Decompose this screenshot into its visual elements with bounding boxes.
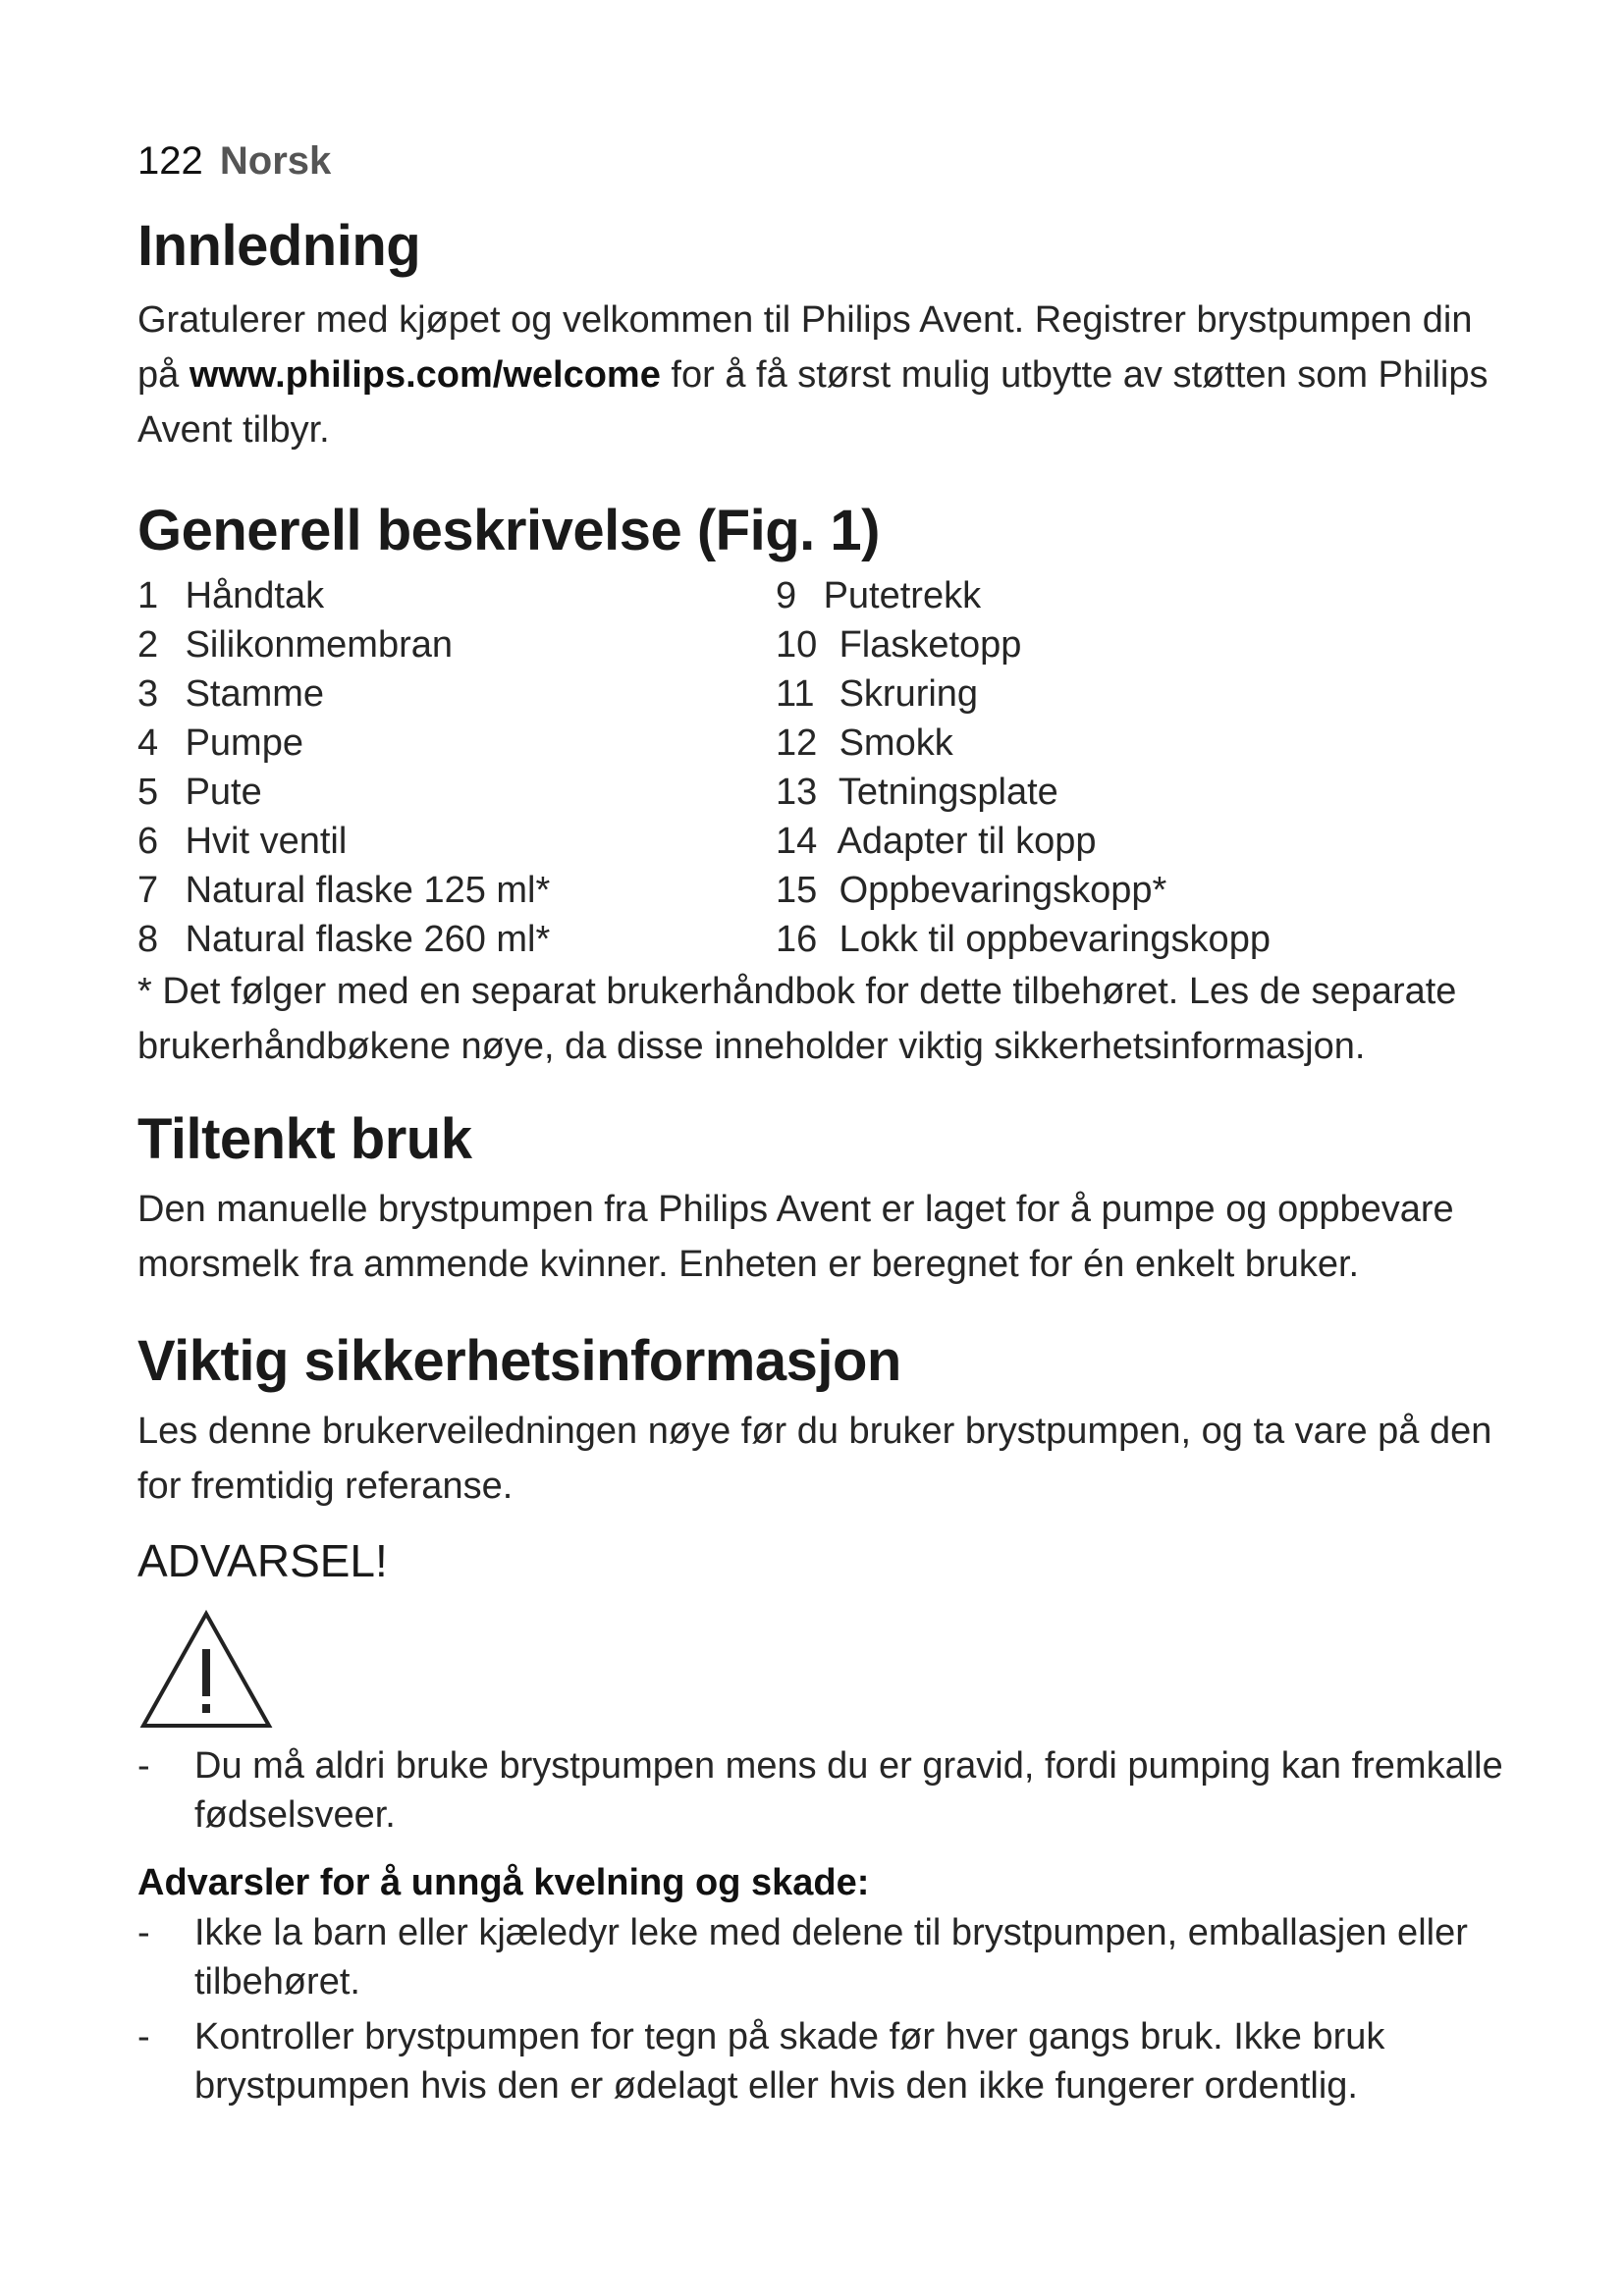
bullet-dash: - <box>137 1745 150 1787</box>
bullet-dash: - <box>137 1912 150 1953</box>
part-item: 8 Natural flaske 260 ml* <box>137 919 551 960</box>
part-item: 4 Pumpe <box>137 722 303 764</box>
part-item: 14 Adapter til kopp <box>776 821 1097 862</box>
list-item: - Du må aldri bruke brystpumpen mens du er gravid, fordi pumping kan fremkalle fødselsveer. <box>137 1741 1512 1840</box>
safety-heading: Viktig sikkerhetsinformasjon <box>137 1329 901 1393</box>
list-item: - Kontroller brystpumpen for tegn på skade før hver gangs bruk. Ikke bruk brystpumpen hvis den er ødelagt eller hvis den ikke fungerer ordentlig. <box>137 2012 1512 2110</box>
parts-list <box>137 571 1512 964</box>
part-item: 7 Natural flaske 125 ml* <box>137 870 551 911</box>
warning-list <box>137 1741 1512 1840</box>
warning-title: ADVARSEL! <box>137 1535 388 1586</box>
part-item: 16 Lokk til oppbevaringskopp <box>776 919 1271 960</box>
part-item: 10 Flasketopp <box>776 624 1022 666</box>
choking-warning-heading: Advarsler for å unngå kvelning og skade: <box>137 1862 870 1903</box>
part-item: 11 Skruring <box>776 673 979 715</box>
intro-text-after: for å få størst mulig utbytte av støtten som Philips Avent tilbyr. <box>137 354 1489 451</box>
safety-intro-paragraph: Les denne brukerveiledningen nøye før du bruker brystpumpen, og ta vare på den for fremtidig referanse. <box>137 1411 1492 1507</box>
part-item: 5 Pute <box>137 772 262 813</box>
page-header <box>137 137 1512 185</box>
page-number: 122 <box>137 139 203 183</box>
part-item: 12 Smokk <box>776 722 953 764</box>
language-label: Norsk <box>219 139 332 183</box>
part-item: 6 Hvit ventil <box>137 821 348 862</box>
part-item: 13 Tetningsplate <box>776 772 1058 813</box>
part-item: 15 Oppbevaringskopp* <box>776 870 1167 911</box>
manual-page <box>137 137 1512 2116</box>
general-description-heading: Generell beskrivelse (Fig. 1) <box>137 499 880 562</box>
choking-warning-list <box>137 1908 1512 2110</box>
part-item: 2 Silikonmembran <box>137 624 454 666</box>
intended-use-heading: Tiltenkt bruk <box>137 1107 472 1171</box>
intro-paragraph <box>137 293 1512 457</box>
bullet-dash: - <box>137 2016 150 2057</box>
intro-heading: Innledning <box>137 214 421 278</box>
accessory-footnote: * Det følger med en separat brukerhåndbok for dette tilbehøret. Les de separate brukerhåndbøkene nøye, da disse inneholder viktig sikkerhetsinformasjon. <box>137 971 1457 1067</box>
part-item: 1 Håndtak <box>137 575 325 616</box>
part-item: 3 Stamme <box>137 673 325 715</box>
welcome-link[interactable]: www.philips.com/welcome <box>189 354 661 396</box>
list-item: - Ikke la barn eller kjæledyr leke med delene til brystpumpen, emballasjen eller tilbehøret. <box>137 1908 1512 2006</box>
intro-text-before: Gratulerer med kjøpet og velkommen til Philips Avent. Registrer brystpumpen din på <box>137 299 1473 396</box>
warning-triangle-icon <box>137 1608 275 1732</box>
part-item: 9 Putetrekk <box>776 575 982 616</box>
intended-use-paragraph: Den manuelle brystpumpen fra Philips Avent er laget for å pumpe og oppbevare morsmelk fra ammende kvinner. Enheten er beregnet for én enkelt bruker. <box>137 1189 1454 1285</box>
